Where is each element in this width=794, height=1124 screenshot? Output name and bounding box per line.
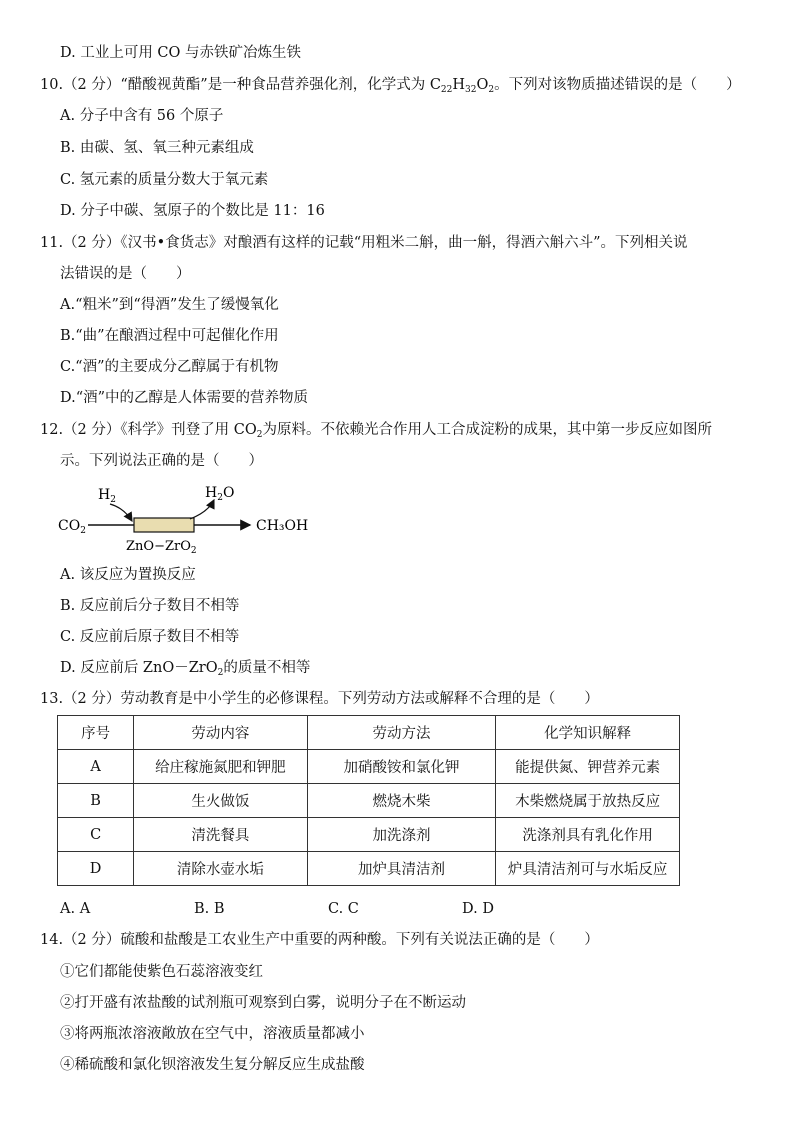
table-cell: B xyxy=(58,784,134,818)
table-row xyxy=(58,818,680,852)
table-cell: 清洗餐具 xyxy=(134,818,307,852)
q13-answer-a: A. A xyxy=(60,901,91,917)
table-cell: 能提供氮、钾营养元素 xyxy=(496,750,680,784)
q10-formula-h: H xyxy=(452,77,466,93)
q12-option-d-post: 的质量不相等 xyxy=(223,660,311,676)
table-cell: A xyxy=(58,750,134,784)
table-cell: 木柴燃烧属于放热反应 xyxy=(496,784,680,818)
q14-stem: 14.（2 分）硫酸和盐酸是工农业生产中重要的两种酸。下列有关说法正确的是（ ） xyxy=(40,932,599,948)
q11-stem-line2: 法错误的是（ ） xyxy=(60,266,191,282)
labor-table xyxy=(57,715,680,886)
q13-answer-c: C. C xyxy=(328,901,359,917)
catalyst-label: ZnO−ZrO$_2$ xyxy=(126,539,197,556)
q14-item-3: ③将两瓶浓溶液敞放在空气中，溶液质量都减小 xyxy=(60,1026,365,1042)
q11-option-d: D.“酒”中的乙醇是人体需要的营养物质 xyxy=(60,390,309,406)
q10-formula-sub: 32 xyxy=(465,85,477,95)
table-row xyxy=(58,750,680,784)
table-header-row xyxy=(58,716,680,750)
q12-option-c: C. 反应前后原子数目不相等 xyxy=(60,629,240,645)
q14-item-2: ②打开盛有浓盐酸的试剂瓶可观察到白雾，说明分子在不断运动 xyxy=(60,995,466,1011)
table-cell: 清除水壶水垢 xyxy=(134,852,307,886)
table-cell: 加硝酸铵和氯化钾 xyxy=(307,750,496,784)
h2-input-arrow xyxy=(110,504,132,521)
table-header: 劳动方法 xyxy=(307,716,496,750)
q14-item-4: ④稀硫酸和氯化钡溶液发生复分解反应生成盐酸 xyxy=(60,1057,365,1073)
q12-option-d-pre: D. 反应前后 ZnO－ZrO xyxy=(60,660,218,676)
q10-formula-sub: 22 xyxy=(440,85,453,95)
q14-item-1: ①它们都能使紫色石蕊溶液变红 xyxy=(60,964,263,980)
table-cell: D xyxy=(58,852,134,886)
table-cell: 加炉具清洁剂 xyxy=(307,852,496,886)
q10-option-a: A. 分子中含有 56 个原子 xyxy=(60,108,224,124)
q12-stem-line2: 示。下列说法正确的是（ ） xyxy=(60,453,263,469)
reaction-diagram xyxy=(50,478,350,558)
q11-option-a: A.“粗米”到“得酒”发生了缓慢氧化 xyxy=(60,297,279,313)
q10-stem-pre: 10.（2 分）“醋酸视黄酯”是一种食品营养强化剂，化学式为 C xyxy=(40,77,441,93)
q10-stem xyxy=(40,75,741,100)
q12-stem-sub: 2 xyxy=(256,430,263,440)
reactant-label: $CO_2$ xyxy=(58,518,86,536)
q10-formula-sub: 2 xyxy=(488,85,495,95)
q9-option-d: D. 工业上可用 CO 与赤铁矿冶炼生铁 xyxy=(60,45,302,61)
q13-answer-options xyxy=(60,899,596,919)
q13-answer-b: B. B xyxy=(194,901,225,917)
h2-label: $H_2$ xyxy=(98,487,116,505)
product-label: CH₃OH xyxy=(256,518,309,534)
q11-option-b: B.“曲”在酿酒过程中可起催化作用 xyxy=(60,328,279,344)
h2o-output-arrow xyxy=(190,500,214,519)
table-header: 化学知识解释 xyxy=(496,716,680,750)
table-header: 劳动内容 xyxy=(134,716,307,750)
q10-stem-post: 。下列对该物质描述错误的是（ ） xyxy=(494,77,741,93)
table-cell: 生火做饭 xyxy=(134,784,307,818)
q11-option-c: C.“酒”的主要成分乙醇属于有机物 xyxy=(60,359,279,375)
q12-stem-line1 xyxy=(40,420,712,445)
table-header: 序号 xyxy=(58,716,134,750)
q10-option-c: C. 氢元素的质量分数大于氧元素 xyxy=(60,172,269,188)
q10-option-d: D. 分子中碳、氢原子的个数比是 11：16 xyxy=(60,203,325,219)
table-cell: 洗涤剂具有乳化作用 xyxy=(496,818,680,852)
q11-stem-line1: 11.（2 分）《汉书•食货志》对酿酒有这样的记载“用粗米二斛，曲一斛，得酒六斛六斗”。下列相关说 xyxy=(40,235,688,251)
table-row xyxy=(58,784,680,818)
table-cell: 燃烧木柴 xyxy=(307,784,496,818)
q10-option-b: B. 由碳、氢、氧三种元素组成 xyxy=(60,140,254,156)
table-row xyxy=(58,852,680,886)
table-cell: 炉具清洁剂可与水垢反应 xyxy=(496,852,680,886)
q12-stem-post: 为原料。不依赖光合作用人工合成淀粉的成果，其中第一步反应如图所 xyxy=(262,422,712,438)
q12-option-b: B. 反应前后分子数目不相等 xyxy=(60,598,240,614)
q12-option-d-sub: 2 xyxy=(217,668,224,678)
q10-formula-o: O xyxy=(476,77,489,93)
q13-stem: 13.（2 分）劳动教育是中小学生的必修课程。下列劳动方法或解释不合理的是（ ） xyxy=(40,691,599,707)
q12-option-d xyxy=(60,658,310,683)
table-cell: 加洗涤剂 xyxy=(307,818,496,852)
catalyst-box xyxy=(134,518,194,532)
table-cell: 给庄稼施氮肥和钾肥 xyxy=(134,750,307,784)
q12-option-a: A. 该反应为置换反应 xyxy=(60,567,196,583)
q12-stem-pre: 12.（2 分）《科学》刊登了用 CO xyxy=(40,422,257,438)
h2o-label: $H_2O$ xyxy=(205,485,235,503)
table-cell: C xyxy=(58,818,134,852)
q13-answer-d: D. D xyxy=(462,901,494,917)
